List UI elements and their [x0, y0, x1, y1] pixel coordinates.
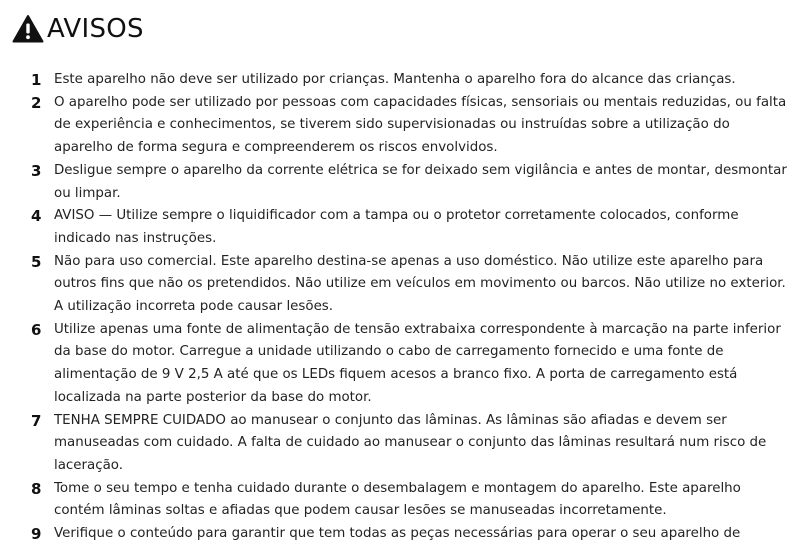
warning-item-4	[31, 205, 791, 250]
warning-number: 5	[31, 252, 42, 271]
warning-number: 8	[31, 479, 42, 498]
warning-text: O aparelho pode ser utilizado por pessoas com capacidades físicas, sensoriais ou mentais reduzidas, ou falta de experiência e conhecimentos, se tiverem sido supervisionadas ou instruídas sobre a utilização do aparelho de forma segura e compreenderem os riscos envolvidos.	[54, 94, 787, 156]
warning-text: Verifique o conteúdo para garantir que tem todas as peças necessárias para operar o seu aparelho de	[54, 526, 741, 542]
warning-number: 2	[31, 93, 42, 112]
warning-item-6	[31, 319, 791, 410]
page-title: AVISOS	[47, 14, 144, 44]
warning-item-5	[31, 251, 791, 319]
warning-number: 9	[31, 525, 42, 544]
warning-text: Utilize apenas uma fonte de alimentação de tensão extrabaixa correspondente à marcação na parte inferior da base do motor. Carregue a unidade utilizando o cabo de carregamento fornecido e uma fonte de alimentação de 9 V 2,5 A até que os LEDs fiquem acesos a branco fixo. A porta de carregamento está localizada na parte posterior da base do motor.	[54, 321, 781, 405]
warning-text: Desligue sempre o aparelho da corrente elétrica se for deixado sem vigilância e antes de montar, desmontar ou limpar.	[54, 162, 787, 201]
warning-number: 1	[31, 71, 42, 89]
warning-number: 6	[31, 320, 42, 339]
warnings-list	[31, 69, 791, 546]
warning-item-2	[31, 92, 791, 160]
warning-number: 7	[31, 411, 42, 430]
warning-text: TENHA SEMPRE CUIDADO ao manusear o conjunto das lâminas. As lâminas são afiadas e devem ser manuseadas com cuidado. A falta de cuidado ao manusear o conjunto das lâminas resultará num risco de laceração.	[54, 412, 767, 473]
warning-number: 4	[31, 207, 42, 226]
warning-triangle-icon	[12, 14, 44, 44]
warning-item-3	[31, 160, 791, 205]
warning-number: 3	[31, 161, 42, 180]
warning-text: Tome o seu tempo e tenha cuidado durante o desembalagem e montagem do aparelho. Este aparelho contém lâminas soltas e afiadas que podem causar lesões se manuseadas incorretamente.	[54, 480, 741, 519]
warning-item-7	[31, 410, 791, 478]
warning-item-1	[31, 69, 791, 92]
warning-text: Este aparelho não deve ser utilizado por crianças. Mantenha o aparelho fora do alcance das crianças.	[54, 72, 736, 87]
warning-item-8	[31, 478, 791, 523]
warning-item-9	[31, 523, 791, 546]
warning-text: AVISO — Utilize sempre o liquidificador com a tampa ou o protetor corretamente colocados, conforme indicado nas instruções.	[54, 208, 739, 246]
warnings-header	[12, 12, 144, 46]
warning-text: Não para uso comercial. Este aparelho destina-se apenas a uso doméstico. Não utilize este aparelho para outros fins que não os pretendidos. Não utilize em veículos em movimento ou barcos. Não utilize no exterior. A utilização incorreta pode causar lesões.	[54, 253, 786, 315]
